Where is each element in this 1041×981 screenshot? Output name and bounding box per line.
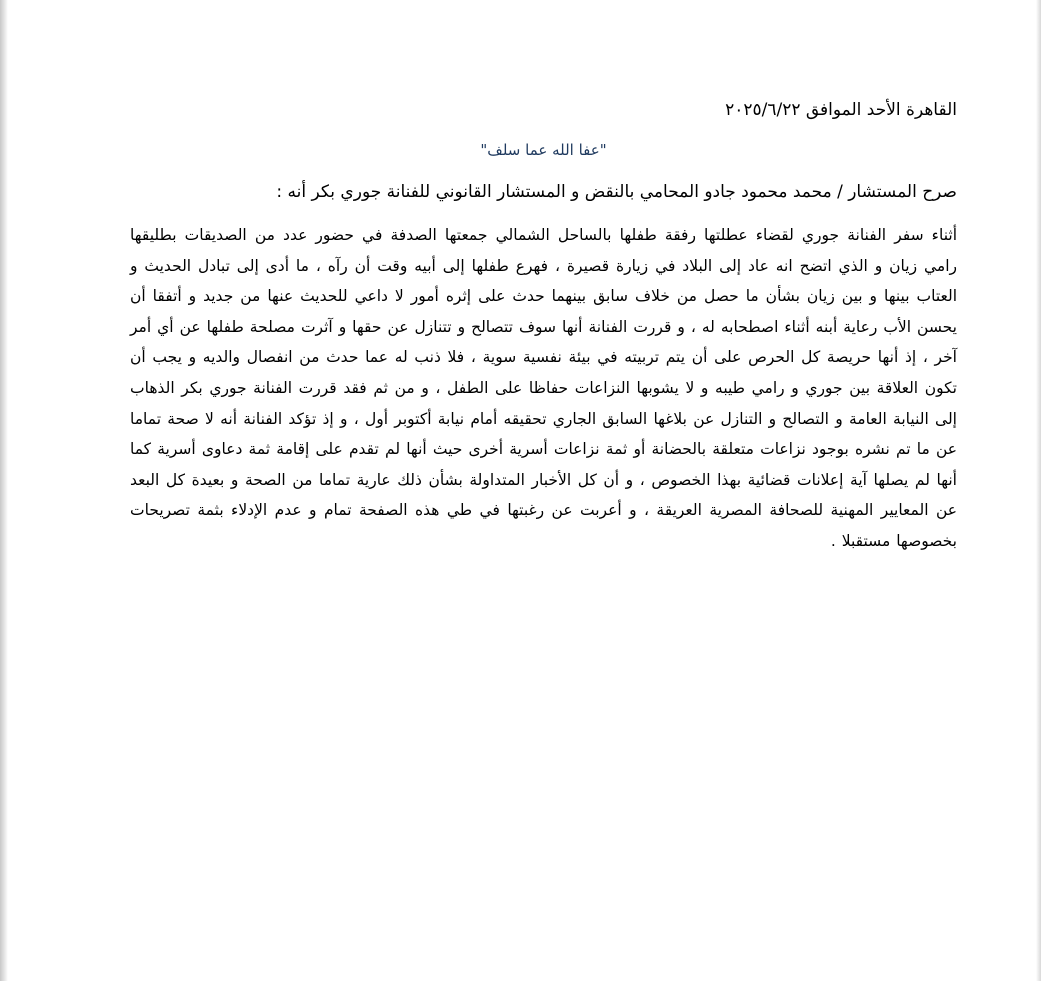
document-title: "عفا الله عما سلف" [480, 141, 607, 159]
page-edge-shadow-right [1036, 0, 1041, 981]
statement-intro: صرح المستشار / محمد محمود جادو المحامي بالنقض و المستشار القانوني للفنانة جوري بكر أنه : [276, 182, 957, 202]
document-page [8, 0, 1036, 981]
page-edge-shadow-left [0, 0, 8, 981]
statement-body: أثناء سفر الفنانة جوري لقضاء عطلتها رفقة طفلها بالساحل الشمالي جمعتها الصدفة في حضور عدد من الصديقات بطليقها رامي زيان و الذي اتضح انه عاد إلى البلاد في زيارة قصيرة ، فهرع طفلها إلى أبيه وقت أن رآه ، ما أدى إلى تبادل الحديث و العتاب بينها و بين زيان بشأن ما حصل من خلاف سابق بينهما حدث على إثره أمور لا داعي للحديث عنها من جديد و أتفقا أن يحسن الأب رعاية أبنه أثناء اصطحابه له ، و قررت الفنانة أنها سوف تتصالح و تتنازل عن حقها و آثرت مصلحة طفلها عن أي أمر آخر ، إذ أنها حريصة كل الحرص على أن يتم تربيته في بيئة نفسية سوية ، فلا ذنب له عما حدث من انفصال والديه و يجب أن تكون العلاقة بين جوري و رامي طيبه و لا يشوبها النزاعات حفاظا على الطفل ، و من ثم فقد قررت الفنانة جوري بكر الذهاب إلى النيابة العامة و التصالح و التنازل عن بلاغها السابق الجاري تحقيقه أمام نيابة أكتوبر أول ، و إذ تؤكد الفنانة أنه لا صحة تماما عن ما تم نشره بوجود نزاعات متعلقة بالحضانة أو ثمة نزاعات أسرية أخرى حيث أنها لم تقدم على إقامة ثمة دعاوى أسرية كما أنها لم يصلها آية إعلانات قضائية بهذا الخصوص ، و أن كل الأخبار المتداولة بشأن ذلك عارية تماما من الصحة و بعيدة كل البعد عن المعايير المهنية للصحافة المصرية العريقة ، و أعربت عن رغبتها في طي هذه الصفحة تمام و عدم الإدلاء بثمة تصريحات بخصوصها مستقبلا . [130, 226, 957, 550]
date-line: القاهرة الأحد الموافق ٢٠٢٥/٦/٢٢ [725, 100, 957, 120]
document-content [130, 94, 957, 557]
